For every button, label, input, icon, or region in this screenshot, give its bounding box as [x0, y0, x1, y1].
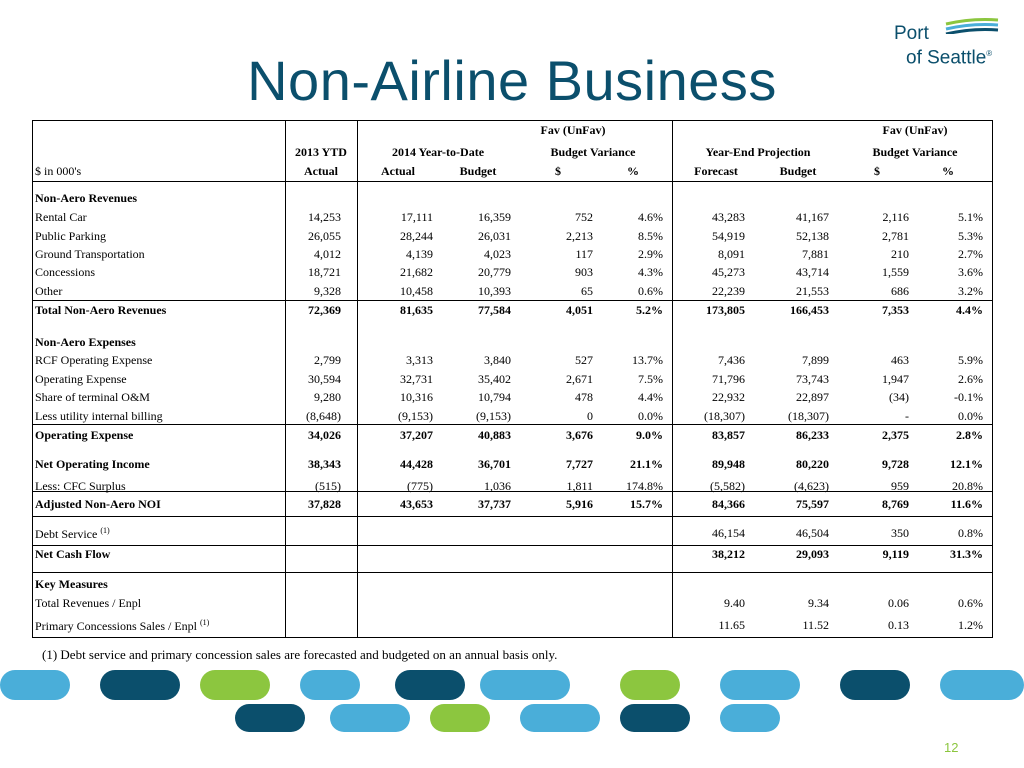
table-cell: 478: [575, 390, 593, 404]
table-cell: 2,799: [314, 353, 341, 367]
table-cell: 1,811: [566, 479, 593, 493]
table-cell: 20.8%: [952, 479, 983, 493]
table-cell: 26,055: [308, 229, 341, 243]
table-cell: 4.4%: [638, 390, 663, 404]
table-cell: 15.7%: [630, 497, 663, 511]
table-cell: 31.3%: [950, 547, 983, 561]
table-cell: 2,116: [882, 210, 909, 224]
row-label: Operating Expense: [35, 372, 127, 386]
table-cell: 7,353: [882, 303, 909, 317]
table-cell: 3,313: [406, 353, 433, 367]
table-cell: 11.6%: [950, 497, 983, 511]
decorative-bubble: [395, 670, 465, 700]
table-cell: 9.34: [808, 596, 829, 610]
table-cell: 43,714: [796, 265, 829, 279]
header-actual-2013: Actual: [304, 164, 338, 178]
table-cell: 527: [575, 353, 593, 367]
table-cell: 3.2%: [958, 284, 983, 298]
table-cell: 29,093: [796, 547, 829, 561]
table-cell: 22,897: [796, 390, 829, 404]
table-cell: 21,553: [796, 284, 829, 298]
table-cell: 2,671: [566, 372, 593, 386]
table-cell: 10,393: [478, 284, 511, 298]
table-cell: 45,273: [712, 265, 745, 279]
header-actual-2014: Actual: [381, 164, 415, 178]
row-label: Concessions: [35, 265, 95, 279]
table-cell: 28,244: [400, 229, 433, 243]
table-cell: 16,359: [478, 210, 511, 224]
table-cell: 1,559: [882, 265, 909, 279]
table-cell: 2,213: [566, 229, 593, 243]
table-cell: 7,899: [802, 353, 829, 367]
table-cell: 5.3%: [958, 229, 983, 243]
table-cell: 7,881: [802, 247, 829, 261]
logo-text-of-seattle: of Seattle®: [906, 47, 993, 69]
table-cell: 72,369: [308, 303, 341, 317]
table-cell: 38,343: [308, 457, 341, 471]
table-cell: (8,648): [306, 409, 341, 423]
table-cell: 1,036: [484, 479, 511, 493]
header-var-dollar-ytd: $: [555, 164, 561, 178]
table-cell: 0.06: [888, 596, 909, 610]
table-cell: 0.0%: [638, 409, 663, 423]
table-cell: 4,139: [406, 247, 433, 261]
header-units: $ in 000's: [35, 164, 82, 178]
table-cell: -0.1%: [954, 390, 983, 404]
table-cell: 10,316: [400, 390, 433, 404]
table-cell: 21,682: [400, 265, 433, 279]
table-cell: 0: [587, 409, 593, 423]
table-cell: 54,919: [712, 229, 745, 243]
table-cell: 8.5%: [638, 229, 663, 243]
table-cell: 40,883: [478, 428, 511, 442]
table-cell: 86,233: [796, 428, 829, 442]
row-label: Ground Transportation: [35, 247, 145, 261]
row-label: Public Parking: [35, 229, 106, 243]
table-cell: 5,916: [566, 497, 593, 511]
decorative-bubble: [0, 670, 70, 700]
table-cell: 46,154: [712, 526, 745, 540]
row-label: Total Non-Aero Revenues: [35, 303, 167, 317]
table-cell: 0.6%: [958, 596, 983, 610]
table-cell: 46,504: [796, 526, 829, 540]
header-budget-2014: Budget: [459, 164, 497, 178]
table-cell: 21.1%: [630, 457, 663, 471]
table-cell: 34,026: [308, 428, 341, 442]
row-label: Net Operating Income: [35, 457, 150, 471]
table-cell: 22,932: [712, 390, 745, 404]
table-cell: 686: [891, 284, 909, 298]
table-cell: 80,220: [796, 457, 829, 471]
table-cell: 18,721: [308, 265, 341, 279]
table-cell: 4,051: [566, 303, 593, 317]
port-of-seattle-logo: [894, 18, 1004, 68]
table-cell: 89,948: [712, 457, 745, 471]
table-cell: 26,031: [478, 229, 511, 243]
row-divider: [33, 181, 992, 182]
header-2013-ytd: 2013 YTD: [295, 145, 347, 159]
table-cell: 0.6%: [638, 284, 663, 298]
financial-table: [32, 120, 993, 638]
decorative-bubble: [300, 670, 360, 700]
decorative-bubble: [940, 670, 1024, 700]
header-year-end-projection: Year-End Projection: [705, 145, 811, 159]
header-fav-unfav-ytd: Fav (UnFav): [540, 123, 606, 137]
table-cell: 9,119: [882, 547, 909, 561]
table-cell: 9,280: [314, 390, 341, 404]
header-var-pct-ytd: %: [627, 164, 639, 178]
table-cell: 174.8%: [626, 479, 663, 493]
decorative-bubble: [200, 670, 270, 700]
row-divider: [33, 545, 992, 546]
row-label: Other: [35, 284, 63, 298]
decorative-bubble: [235, 704, 305, 732]
table-cell: 3,676: [566, 428, 593, 442]
table-cell: 10,794: [478, 390, 511, 404]
table-cell: 73,743: [796, 372, 829, 386]
table-cell: 5.9%: [958, 353, 983, 367]
table-cell: 13.7%: [632, 353, 663, 367]
table-cell: 2.9%: [638, 247, 663, 261]
table-cell: 350: [891, 526, 909, 540]
table-cell: 12.1%: [950, 457, 983, 471]
table-cell: 32,731: [400, 372, 433, 386]
logo-text-port: Port: [894, 23, 929, 44]
table-cell: (515): [315, 479, 341, 493]
table-cell: (9,153): [398, 409, 433, 423]
page-number: 12: [944, 740, 959, 755]
table-cell: 43,283: [712, 210, 745, 224]
table-cell: 9.40: [724, 596, 745, 610]
table-cell: 7,727: [566, 457, 593, 471]
table-cell: 2.6%: [958, 372, 983, 386]
table-cell: 11.52: [802, 618, 829, 632]
table-cell: 5.2%: [636, 303, 663, 317]
table-cell: (18,307): [704, 409, 745, 423]
row-label: Less utility internal billing: [35, 409, 163, 423]
table-cell: 75,597: [796, 497, 829, 511]
decorative-bubble: [620, 704, 690, 732]
table-cell: 4,023: [484, 247, 511, 261]
table-cell: 9,728: [882, 457, 909, 471]
table-cell: 463: [891, 353, 909, 367]
table-cell: 5.1%: [958, 210, 983, 224]
slide-title: Non-Airline Business: [247, 49, 777, 112]
row-divider: [33, 572, 992, 573]
table-cell: (9,153): [476, 409, 511, 423]
header-forecast: Forecast: [694, 164, 738, 178]
table-cell: 903: [575, 265, 593, 279]
row-label: Non-Aero Expenses: [35, 335, 136, 349]
row-label: Key Measures: [35, 577, 108, 591]
header-var-pct-ye: %: [942, 164, 954, 178]
row-divider: [33, 300, 992, 301]
table-cell: 17,111: [400, 210, 433, 224]
table-cell: 10,458: [400, 284, 433, 298]
table-cell: 3.6%: [958, 265, 983, 279]
table-cell: 752: [575, 210, 593, 224]
table-cell: 2.7%: [958, 247, 983, 261]
table-cell: 1,947: [882, 372, 909, 386]
row-label: Adjusted Non-Aero NOI: [35, 497, 161, 511]
decorative-bubble: [840, 670, 910, 700]
table-cell: (5,582): [710, 479, 745, 493]
table-cell: 117: [575, 247, 593, 261]
table-cell: 83,857: [712, 428, 745, 442]
row-label: Primary Concessions Sales / Enpl $^{(1)}$: [35, 618, 210, 633]
table-cell: 8,769: [882, 497, 909, 511]
row-divider: [33, 424, 992, 425]
table-cell: 41,167: [796, 210, 829, 224]
decorative-bubble: [520, 704, 600, 732]
table-cell: 0.0%: [958, 409, 983, 423]
header-2014-ytd: 2014 Year-to-Date: [391, 145, 485, 159]
table-cell: 35,402: [478, 372, 511, 386]
table-cell: 7,436: [718, 353, 745, 367]
table-cell: 3,840: [484, 353, 511, 367]
table-cell: (34): [889, 390, 909, 404]
logo-swoosh-icon: [944, 18, 1000, 34]
table-cell: 8,091: [718, 247, 745, 261]
table-cell: 1.2%: [958, 618, 983, 632]
row-label: Net Cash Flow: [35, 547, 111, 561]
row-label: Non-Aero Revenues: [35, 191, 138, 205]
table-cell: 2,375: [882, 428, 909, 442]
decorative-bubble: [720, 670, 800, 700]
table-cell: 52,138: [796, 229, 829, 243]
table-cell: 4.3%: [638, 265, 663, 279]
table-cell: 0.13: [888, 618, 909, 632]
row-label: Share of terminal O&M: [35, 390, 150, 404]
table-cell: 38,212: [712, 547, 745, 561]
row-label: RCF Operating Expense: [35, 353, 153, 367]
table-cell: 9.0%: [636, 428, 663, 442]
row-label: Less: CFC Surplus: [35, 479, 126, 493]
row-label: Total Revenues / Enpl: [35, 596, 142, 610]
table-cell: 77,584: [478, 303, 511, 317]
table-cell: 11.65: [718, 618, 745, 632]
table-cell: 4,012: [314, 247, 341, 261]
decorative-bubble: [330, 704, 410, 732]
table-cell: 30,594: [308, 372, 341, 386]
table-cell: 20,779: [478, 265, 511, 279]
table-cell: 166,453: [790, 303, 829, 317]
header-fav-unfav-ye: Fav (UnFav): [882, 123, 948, 137]
table-cell: (775): [407, 479, 433, 493]
table-cell: 210: [891, 247, 909, 261]
table-cell: 81,635: [400, 303, 433, 317]
table-cell: 0.8%: [958, 526, 983, 540]
table-cell: 4.6%: [638, 210, 663, 224]
row-label: Rental Car: [35, 210, 87, 224]
footnote: (1) Debt service and primary concession sales are forecasted and budgeted on an annual basis only.: [42, 647, 558, 662]
decorative-bubble-band: [0, 668, 1024, 738]
table-cell: -: [905, 409, 909, 423]
table-cell: 71,796: [712, 372, 745, 386]
table-cell: 22,239: [712, 284, 745, 298]
decorative-bubble: [480, 670, 570, 700]
header-var-dollar-ye: $: [874, 164, 880, 178]
table-cell: 2.8%: [956, 428, 983, 442]
table-cell: 7.5%: [638, 372, 663, 386]
decorative-bubble: [620, 670, 680, 700]
table-cell: 36,701: [478, 457, 511, 471]
table-cell: 65: [581, 284, 593, 298]
table-cell: 2,781: [882, 229, 909, 243]
table-cell: 959: [891, 479, 909, 493]
table-cell: 14,253: [308, 210, 341, 224]
decorative-bubble: [720, 704, 780, 732]
header-budget-ye: Budget: [779, 164, 817, 178]
table-cell: 9,328: [314, 284, 341, 298]
header-budget-variance-ytd: Budget Variance: [550, 145, 636, 159]
table-cell: 37,737: [478, 497, 511, 511]
row-label: Operating Expense: [35, 428, 134, 442]
table-cell: 37,207: [400, 428, 433, 442]
header-budget-variance-ye: Budget Variance: [872, 145, 958, 159]
table-cell: 173,805: [706, 303, 745, 317]
table-cell: 84,366: [712, 497, 745, 511]
row-divider: [33, 516, 992, 517]
row-label: Debt Service $^{(1)}$: [35, 526, 110, 541]
table-cell: 37,828: [308, 497, 341, 511]
table-cell: (4,623): [794, 479, 829, 493]
table-cell: 43,653: [400, 497, 433, 511]
decorative-bubble: [430, 704, 490, 732]
table-cell: 4.4%: [956, 303, 983, 317]
table-cell: 44,428: [400, 457, 433, 471]
decorative-bubble: [100, 670, 180, 700]
table-cell: (18,307): [788, 409, 829, 423]
